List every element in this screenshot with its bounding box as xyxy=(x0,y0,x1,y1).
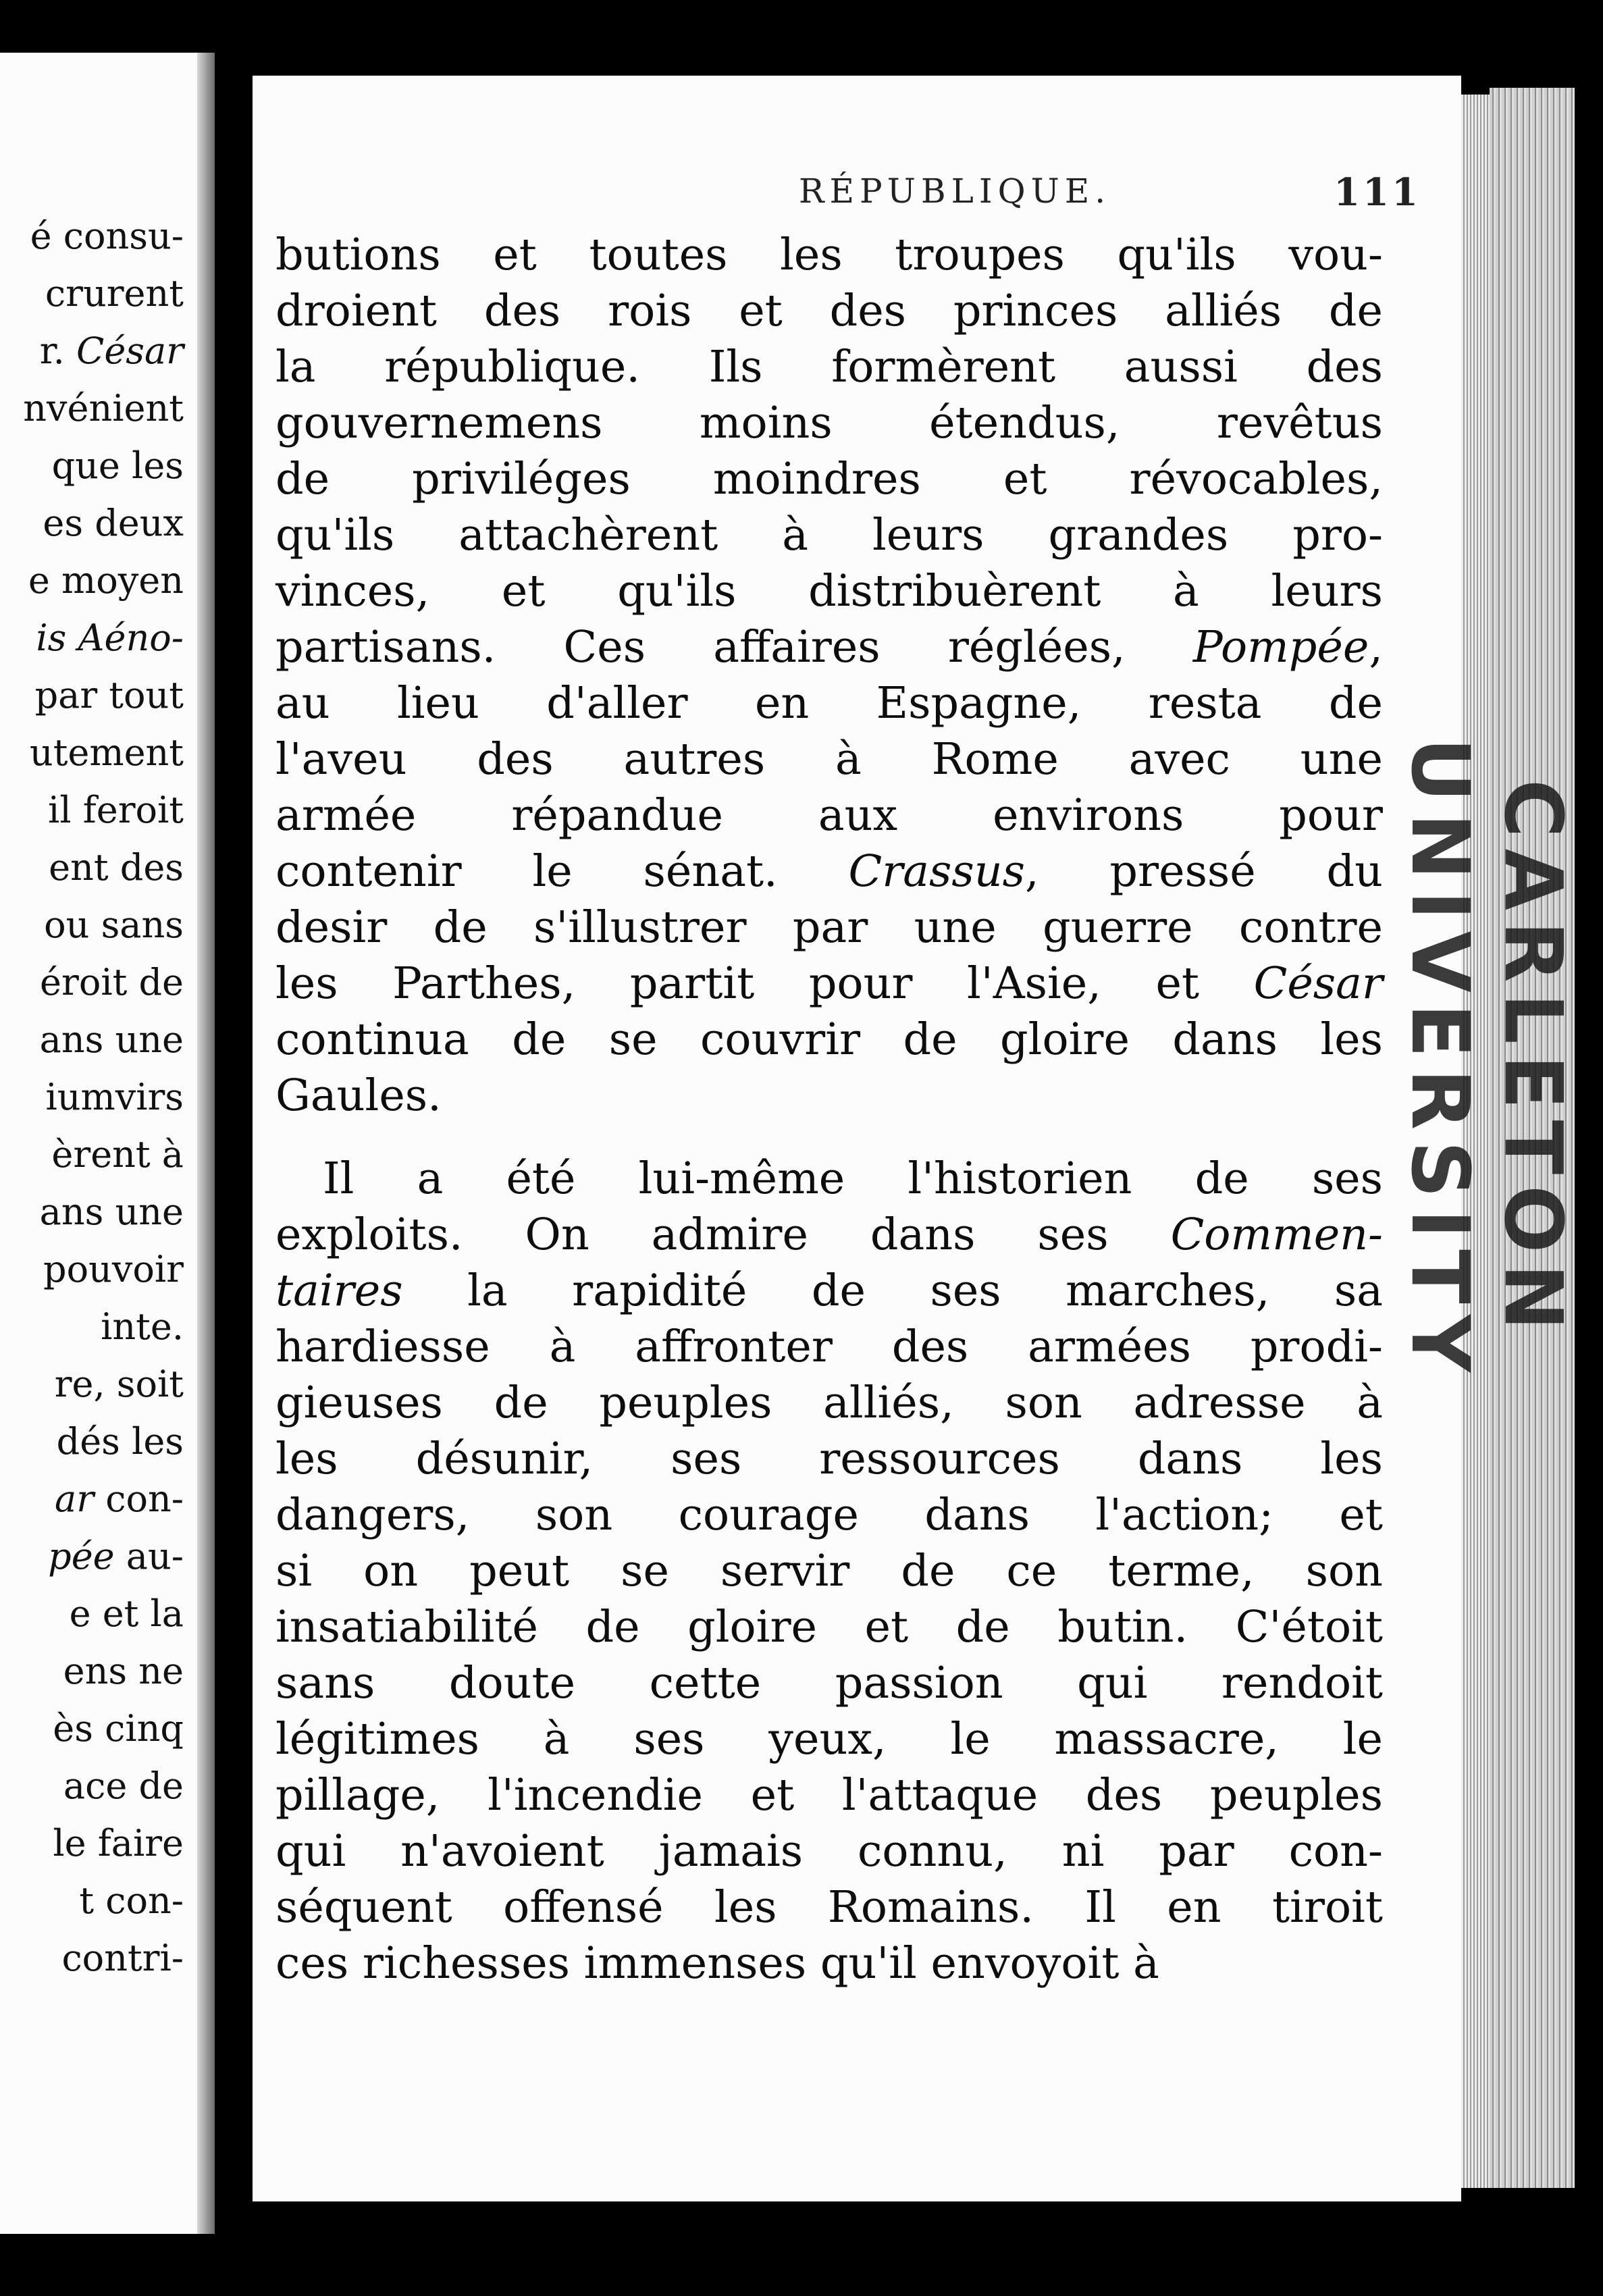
left-page-line: es deux xyxy=(43,502,184,544)
left-page-line: t con- xyxy=(79,1879,184,1922)
text-line: Gaules. xyxy=(275,1070,442,1121)
text-line: exploits. On admire dans ses Commen- xyxy=(275,1209,1383,1260)
text-line: vinces, et qu'ils distribuèrent à leurs xyxy=(275,566,1383,617)
left-page-line: il feroit xyxy=(48,789,184,831)
text-line: qu'ils attachèrent à leurs grandes pro- xyxy=(275,510,1383,560)
left-page-line: e moyen xyxy=(28,559,184,602)
left-page-line: éroit de xyxy=(40,961,184,1003)
text-line: droient des rois et des princes alliés de xyxy=(275,286,1383,336)
text-line: les désunir, ses ressources dans les xyxy=(275,1434,1383,1484)
paragraph-2 xyxy=(275,1151,1383,1991)
text-line: butions et toutes les troupes qu'ils vou- xyxy=(275,230,1383,280)
left-page-line: é consu- xyxy=(30,215,184,257)
text-line: la république. Ils formèrent aussi des xyxy=(275,342,1383,392)
text-line: si on peut se servir de ce terme, son xyxy=(275,1546,1383,1596)
left-page xyxy=(0,53,215,2234)
left-page-line: re, soit xyxy=(54,1363,184,1405)
library-stamp: CARLETON UNIVERSITY xyxy=(1394,737,1580,1384)
left-page-line: ou sans xyxy=(44,904,184,946)
left-page-line: nvénient xyxy=(23,387,184,429)
left-page-line: contri- xyxy=(61,1937,184,1979)
left-page-line: inte. xyxy=(101,1305,184,1348)
left-page-line: ent des xyxy=(49,846,184,889)
left-page-line: utement xyxy=(29,731,184,774)
left-page-line: ès cinq xyxy=(53,1707,184,1750)
text-line: continua de se couvrir de gloire dans les xyxy=(275,1014,1383,1065)
text-line: gouvernemens moins étendus, revêtus xyxy=(275,398,1383,448)
text-line: l'aveu des autres à Rome avec une xyxy=(275,734,1383,785)
text-line: sans doute cette passion qui rendoit xyxy=(275,1658,1383,1708)
main-text-block xyxy=(275,227,1383,1991)
right-page xyxy=(253,76,1461,2201)
left-page-line: èrent à xyxy=(51,1133,184,1176)
left-page-gutter-shadow xyxy=(197,53,215,2234)
text-line: pillage, l'incendie et l'attaque des peuples xyxy=(275,1770,1383,1821)
text-line: Il a été lui-même l'historien de ses xyxy=(323,1153,1383,1204)
paragraph-1 xyxy=(275,227,1383,1124)
book-spine xyxy=(215,74,253,2235)
running-head: RÉPUBLIQUE. xyxy=(798,172,1111,211)
text-line: contenir le sénat. Crassus, pressé du xyxy=(275,846,1383,897)
left-page-line: pouvoir xyxy=(43,1248,184,1290)
left-page-line: iumvirs xyxy=(45,1076,184,1118)
text-line: gieuses de peuples alliés, son adresse à xyxy=(275,1378,1383,1428)
left-page-line: e et la xyxy=(69,1592,184,1635)
left-page-line: dés les xyxy=(56,1420,184,1463)
text-line: légitimes à ses yeux, le massacre, le xyxy=(275,1714,1383,1765)
left-page-line: is Aéno- xyxy=(36,617,184,659)
text-line: insatiabilité de gloire et de butin. C'étoit xyxy=(275,1602,1383,1652)
left-page-line: pée au- xyxy=(48,1535,184,1577)
left-page-line: crurent xyxy=(45,272,184,315)
text-line: ces richesses immenses qu'il envoyoit à xyxy=(275,1938,1159,1989)
left-page-line: ans une xyxy=(39,1018,184,1061)
text-line: armée répandue aux environs pour xyxy=(275,790,1383,841)
left-page-line: ace de xyxy=(63,1765,184,1807)
left-page-line: ens ne xyxy=(63,1650,184,1692)
left-page-line: r. César xyxy=(39,330,184,372)
text-line: au lieu d'aller en Espagne, resta de xyxy=(275,678,1383,729)
left-page-line: ans une xyxy=(39,1191,184,1233)
page-number: 111 xyxy=(1334,170,1421,215)
left-page-line: le faire xyxy=(53,1822,184,1864)
text-line: séquent offensé les Romains. Il en tiroit xyxy=(275,1882,1383,1933)
text-line: dangers, son courage dans l'action; et xyxy=(275,1490,1383,1540)
left-page-line: que les xyxy=(51,444,184,487)
text-line: de priviléges moindres et révocables, xyxy=(275,454,1383,504)
text-line: taires la rapidité de ses marches, sa xyxy=(275,1266,1383,1316)
left-page-line: par tout xyxy=(34,674,184,716)
text-line: hardiesse à affronter des armées prodi- xyxy=(275,1322,1383,1372)
text-line: desir de s'illustrer par une guerre contre xyxy=(275,902,1383,953)
text-line: les Parthes, partit pour l'Asie, et César xyxy=(275,958,1383,1009)
text-line: partisans. Ces affaires réglées, Pompée, xyxy=(275,622,1383,673)
left-page-line: ar con- xyxy=(55,1478,184,1520)
text-line: qui n'avoient jamais connu, ni par con- xyxy=(275,1826,1383,1877)
